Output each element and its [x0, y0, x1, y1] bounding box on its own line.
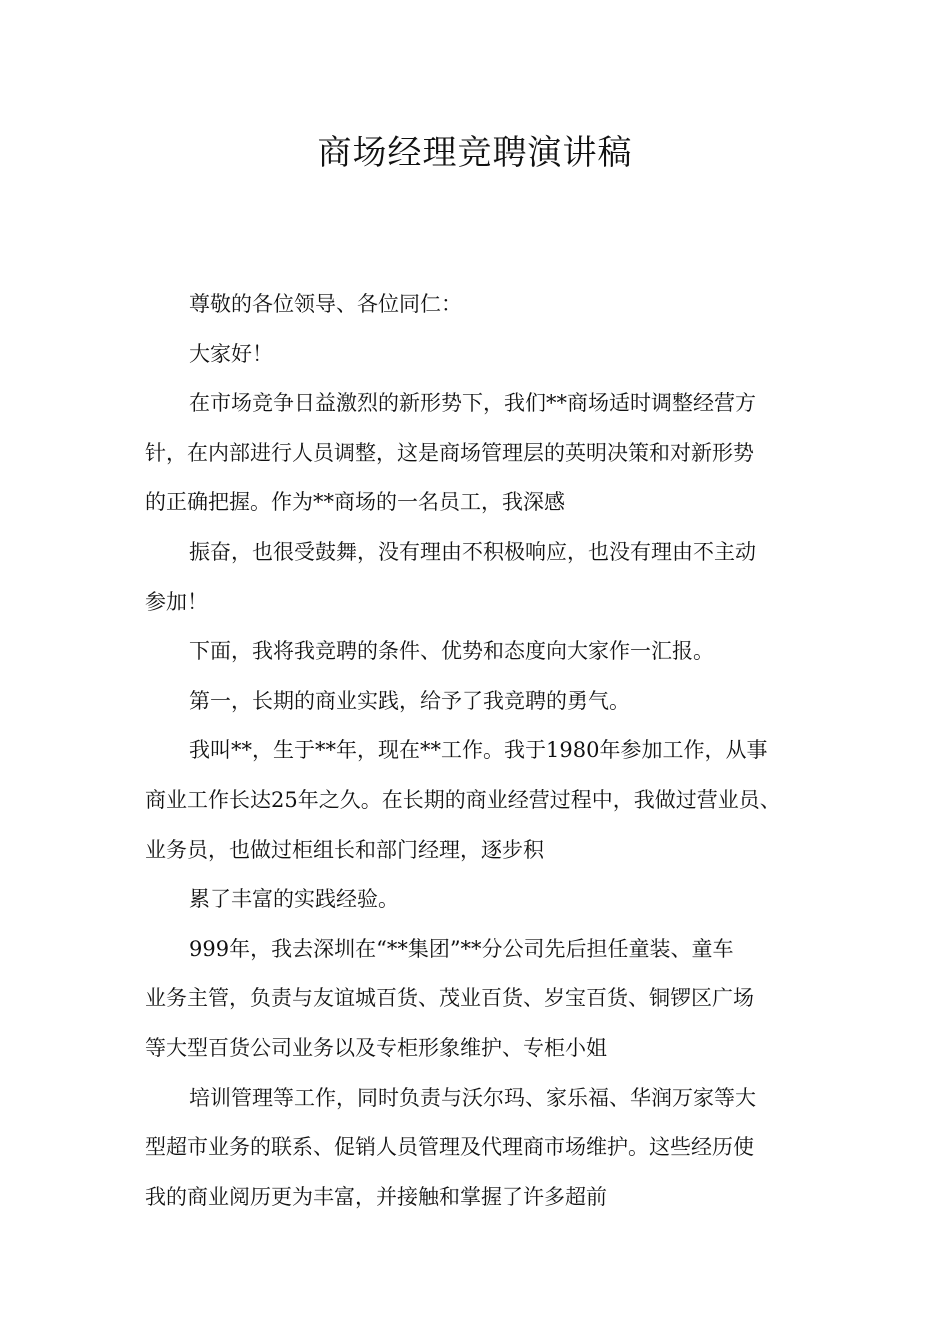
text-line: 参加！ — [145, 589, 208, 614]
text-line-greeting: 大家好！ — [189, 341, 273, 366]
text-line: 针，在内部进行人员调整，这是商场管理层的英明决策和对新形势 — [145, 440, 754, 465]
text-line: 下面，我将我竞聘的条件、优势和态度向大家作一汇报。 — [189, 639, 714, 664]
text-line: 在市场竞争日益激烈的新形势下，我们**商场适时调整经营方 — [189, 391, 756, 416]
text-line: 商业工作长达25年之久。在长期的商业经营过程中，我做过营业员、 — [145, 787, 781, 812]
text-line-salutation: 尊敬的各位领导、各位同仁： — [189, 292, 462, 316]
document-title: 商场经理竞聘演讲稿 — [317, 133, 633, 173]
text-line: 等大型百货公司业务以及专柜形象维护、专柜小姐 — [145, 1035, 607, 1060]
text-line: 累了丰富的实践经验。 — [189, 887, 399, 912]
text-line: 培训管理等工作，同时负责与沃尔玛、家乐福、华润万家等大 — [189, 1085, 756, 1110]
text-line: 我叫**，生于**年，现在**工作。我于1980年参加工作，从事 — [189, 738, 768, 763]
text-line: 业务员，也做过柜组长和部门经理，逐步积 — [145, 837, 544, 862]
text-line: 我的商业阅历更为丰富，并接触和掌握了许多超前 — [145, 1184, 607, 1209]
text-line: 型超市业务的联系、促销人员管理及代理商市场维护。这些经历使 — [145, 1135, 754, 1160]
text-line: 振奋，也很受鼓舞，没有理由不积极响应，也没有理由不主动 — [189, 539, 756, 564]
text-line: 业务主管，负责与友谊城百货、茂业百货、岁宝百货、铜锣区广场 — [145, 986, 754, 1011]
document-body — [145, 280, 825, 1222]
text-line: 的正确把握。作为**商场的一名员工，我深感 — [145, 490, 565, 515]
text-line: 第一，长期的商业实践，给予了我竞聘的勇气。 — [189, 688, 630, 713]
text-line: 999年，我去深圳在“**集团”**分公司先后担任童装、童车 — [189, 936, 734, 961]
